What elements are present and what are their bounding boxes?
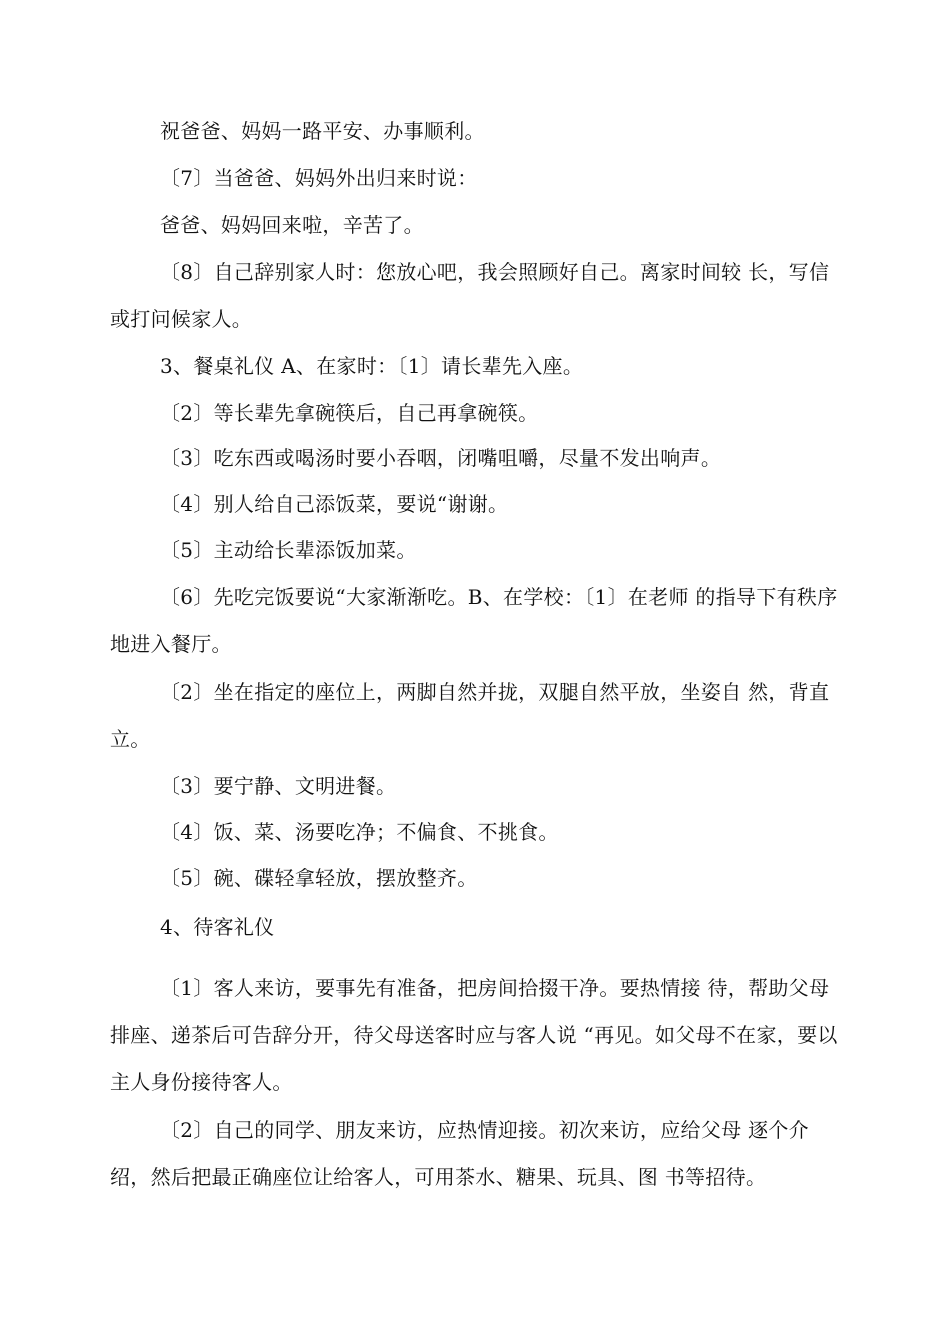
paragraph-table-etiquette-heading: 3、餐桌礼仪 A、在家时：〔1〕请长辈先入座。 xyxy=(160,354,584,378)
paragraph-hosting-item-1: 〔1〕客人来访，要事先有准备，把房间拾掇干净。要热情接 待，帮助父母排座、递茶后可告辞分开，待父母送客时应与客人说 “再见。如父母不在家，要以主人身份接待客人。 xyxy=(110,976,838,1094)
paragraph-item-7: 〔7〕当爸爸、妈妈外出归来时说： xyxy=(160,166,478,190)
paragraph-hosting-heading: 4、待客礼仪 xyxy=(160,915,275,939)
paragraph-home-item-6-school-item-1: 〔6〕先吃完饭要说“大家渐渐吃。B、在学校：〔1〕在老师 的指导下有秩序地进入餐厅。 xyxy=(110,585,838,656)
paragraph-home-item-2: 〔2〕等长辈先拿碗筷后，自己再拿碗筷。 xyxy=(160,401,539,425)
paragraph-school-item-4: 〔4〕饭、菜、汤要吃净；不偏食、不挑食。 xyxy=(160,820,559,844)
paragraph-home-item-3: 〔3〕吃东西或喝汤时要小吞咽，闭嘴咀嚼，尽量不发出响声。 xyxy=(160,446,722,470)
paragraph-hosting-item-2: 〔2〕自己的同学、朋友来访，应热情迎接。初次来访，应给父母 逐个介绍，然后把最正确座位让给客人，可用茶水、糖果、玩具、图 书等招待。 xyxy=(110,1118,809,1189)
paragraph-school-item-3: 〔3〕要宁静、文明进餐。 xyxy=(160,774,397,798)
paragraph-wish: 祝爸爸、妈妈一路平安、办事顺利。 xyxy=(160,119,485,143)
paragraph-school-item-2: 〔2〕坐在指定的座位上，两脚自然并拢，双腿自然平放，坐姿自 然，背直立。 xyxy=(110,680,830,751)
paragraph-welcome-back: 爸爸、妈妈回来啦，辛苦了。 xyxy=(160,213,424,237)
paragraph-home-item-5: 〔5〕主动给长辈添饭加菜。 xyxy=(160,538,417,562)
paragraph-school-item-5: 〔5〕碗、碟轻拿轻放，摆放整齐。 xyxy=(160,866,478,890)
paragraph-home-item-4: 〔4〕别人给自己添饭菜，要说“谢谢。 xyxy=(160,492,509,516)
paragraph-item-8: 〔8〕自己辞别家人时：您放心吧，我会照顾好自己。离家时间较 长，写信或打问候家人。 xyxy=(110,260,830,331)
